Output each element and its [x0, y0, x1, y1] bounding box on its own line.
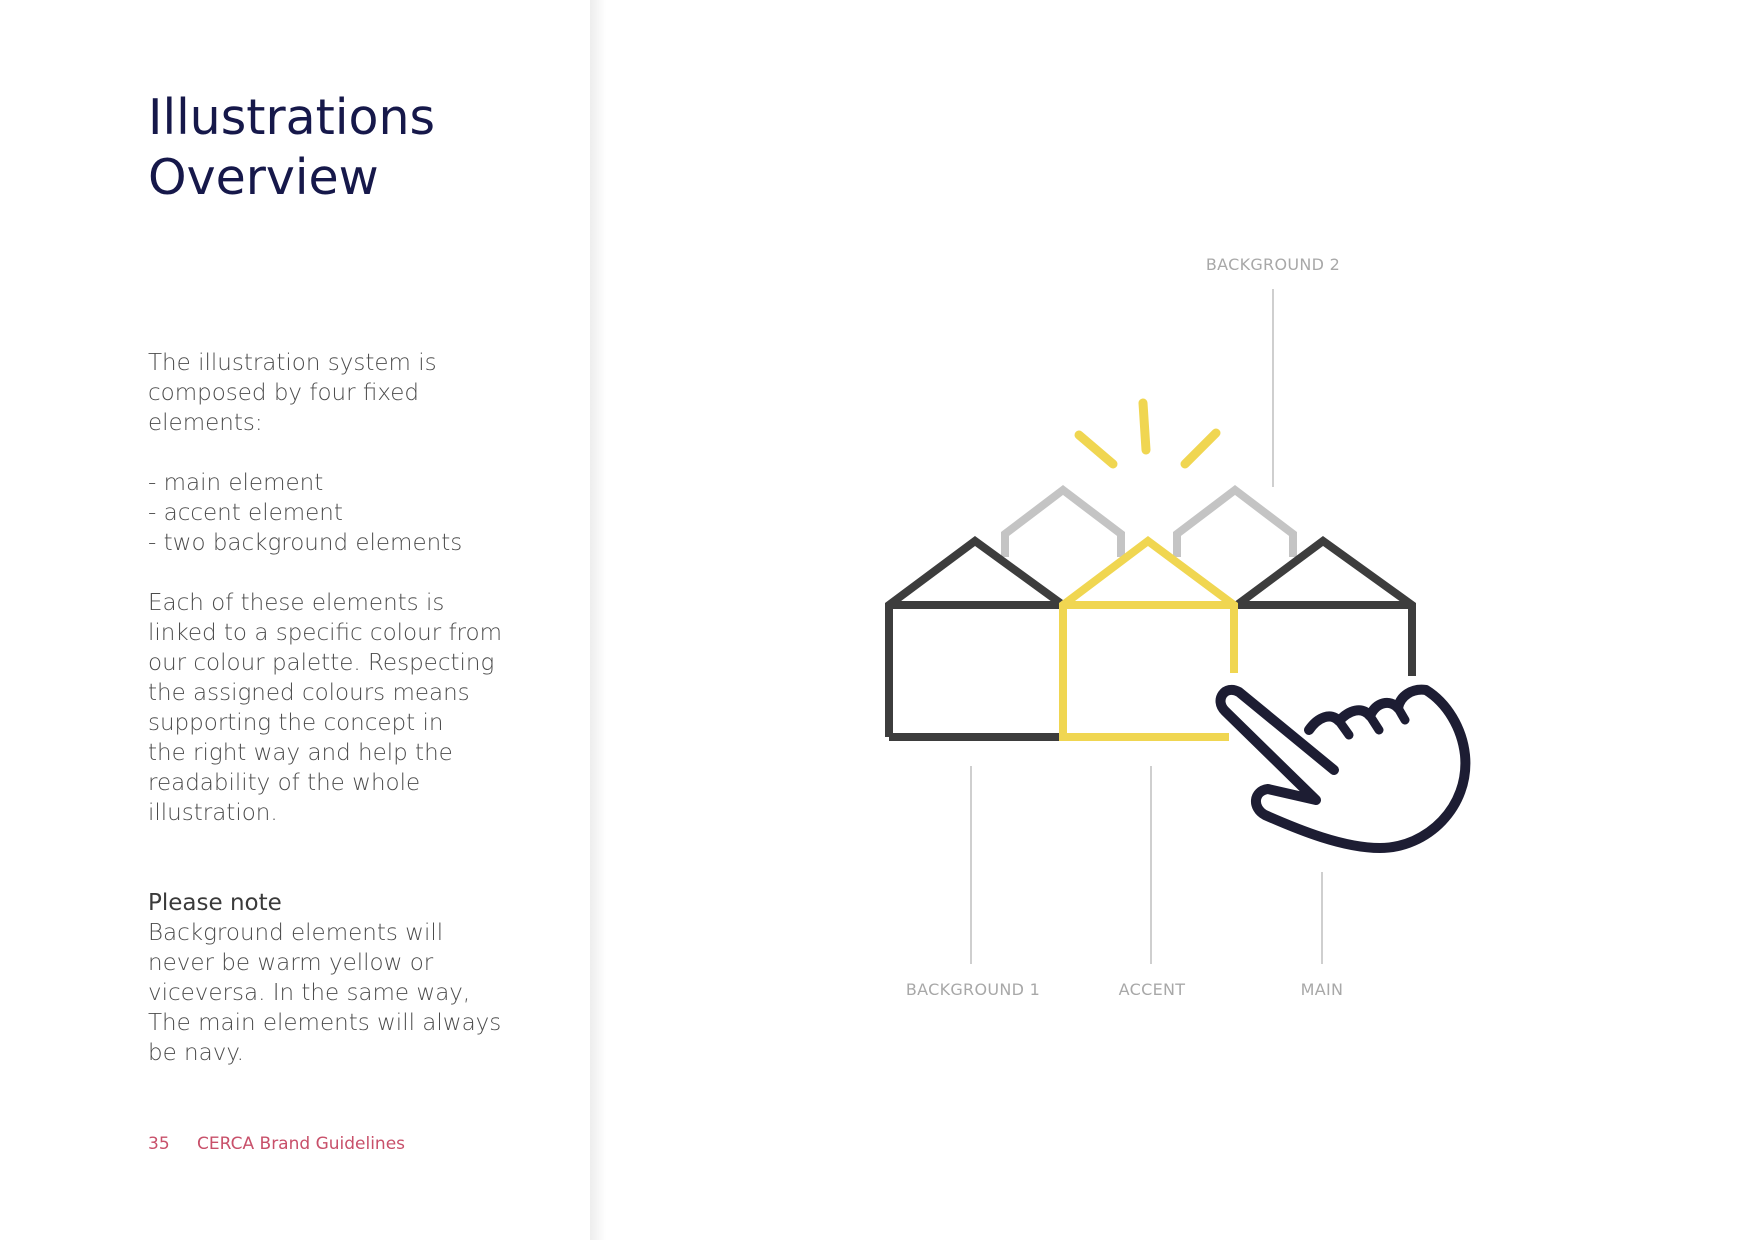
description-line: our colour palette. Respecting [148, 650, 495, 676]
note-line: never be warm yellow or [148, 950, 434, 976]
list-item-main: - main element [148, 470, 324, 496]
accent-house [1063, 541, 1234, 737]
list-item-background: - two background elements [148, 530, 463, 556]
main-house-right [1237, 541, 1412, 676]
label-main: MAIN [1300, 980, 1344, 999]
pointing-hand-icon [1221, 690, 1466, 848]
main-house-left [889, 541, 1063, 737]
description-line: the assigned colours means [148, 680, 470, 706]
description-line: the right way and help the [148, 740, 453, 766]
note-line: viceversa. In the same way, [148, 980, 471, 1006]
note-line: be navy. [148, 1040, 244, 1066]
description-line: illustration. [148, 800, 278, 826]
intro-line: The illustration system is [148, 350, 437, 376]
intro-line: composed by four fixed [148, 380, 420, 406]
intro-line: elements: [148, 410, 263, 436]
background-house-left [1005, 490, 1121, 557]
note-line: The main elements will always [148, 1010, 502, 1036]
description-line: linked to a specific colour from [148, 620, 502, 646]
description-line: Each of these elements is [148, 590, 445, 616]
note-heading: Please note [148, 890, 282, 916]
label-accent: ACCENT [1118, 980, 1186, 999]
description-line: supporting the concept in [148, 710, 444, 736]
background-house-right [1177, 490, 1293, 557]
list-item-accent: - accent element [148, 500, 343, 526]
sparkle-line-right [1185, 433, 1216, 464]
note-line: Background elements will [148, 920, 444, 946]
label-background-2: BACKGROUND 2 [1205, 255, 1341, 274]
footer-brand: CERCA Brand Guidelines [197, 1134, 406, 1154]
page-title-line-1: Illustrations [148, 89, 436, 146]
label-background-1: BACKGROUND 1 [905, 980, 1041, 999]
sparkle-line-left [1079, 435, 1113, 464]
page-title-line-2: Overview [148, 149, 379, 206]
page-number: 35 [148, 1134, 170, 1154]
sparkle-line-center [1143, 403, 1146, 450]
description-line: readability of the whole [148, 770, 421, 796]
